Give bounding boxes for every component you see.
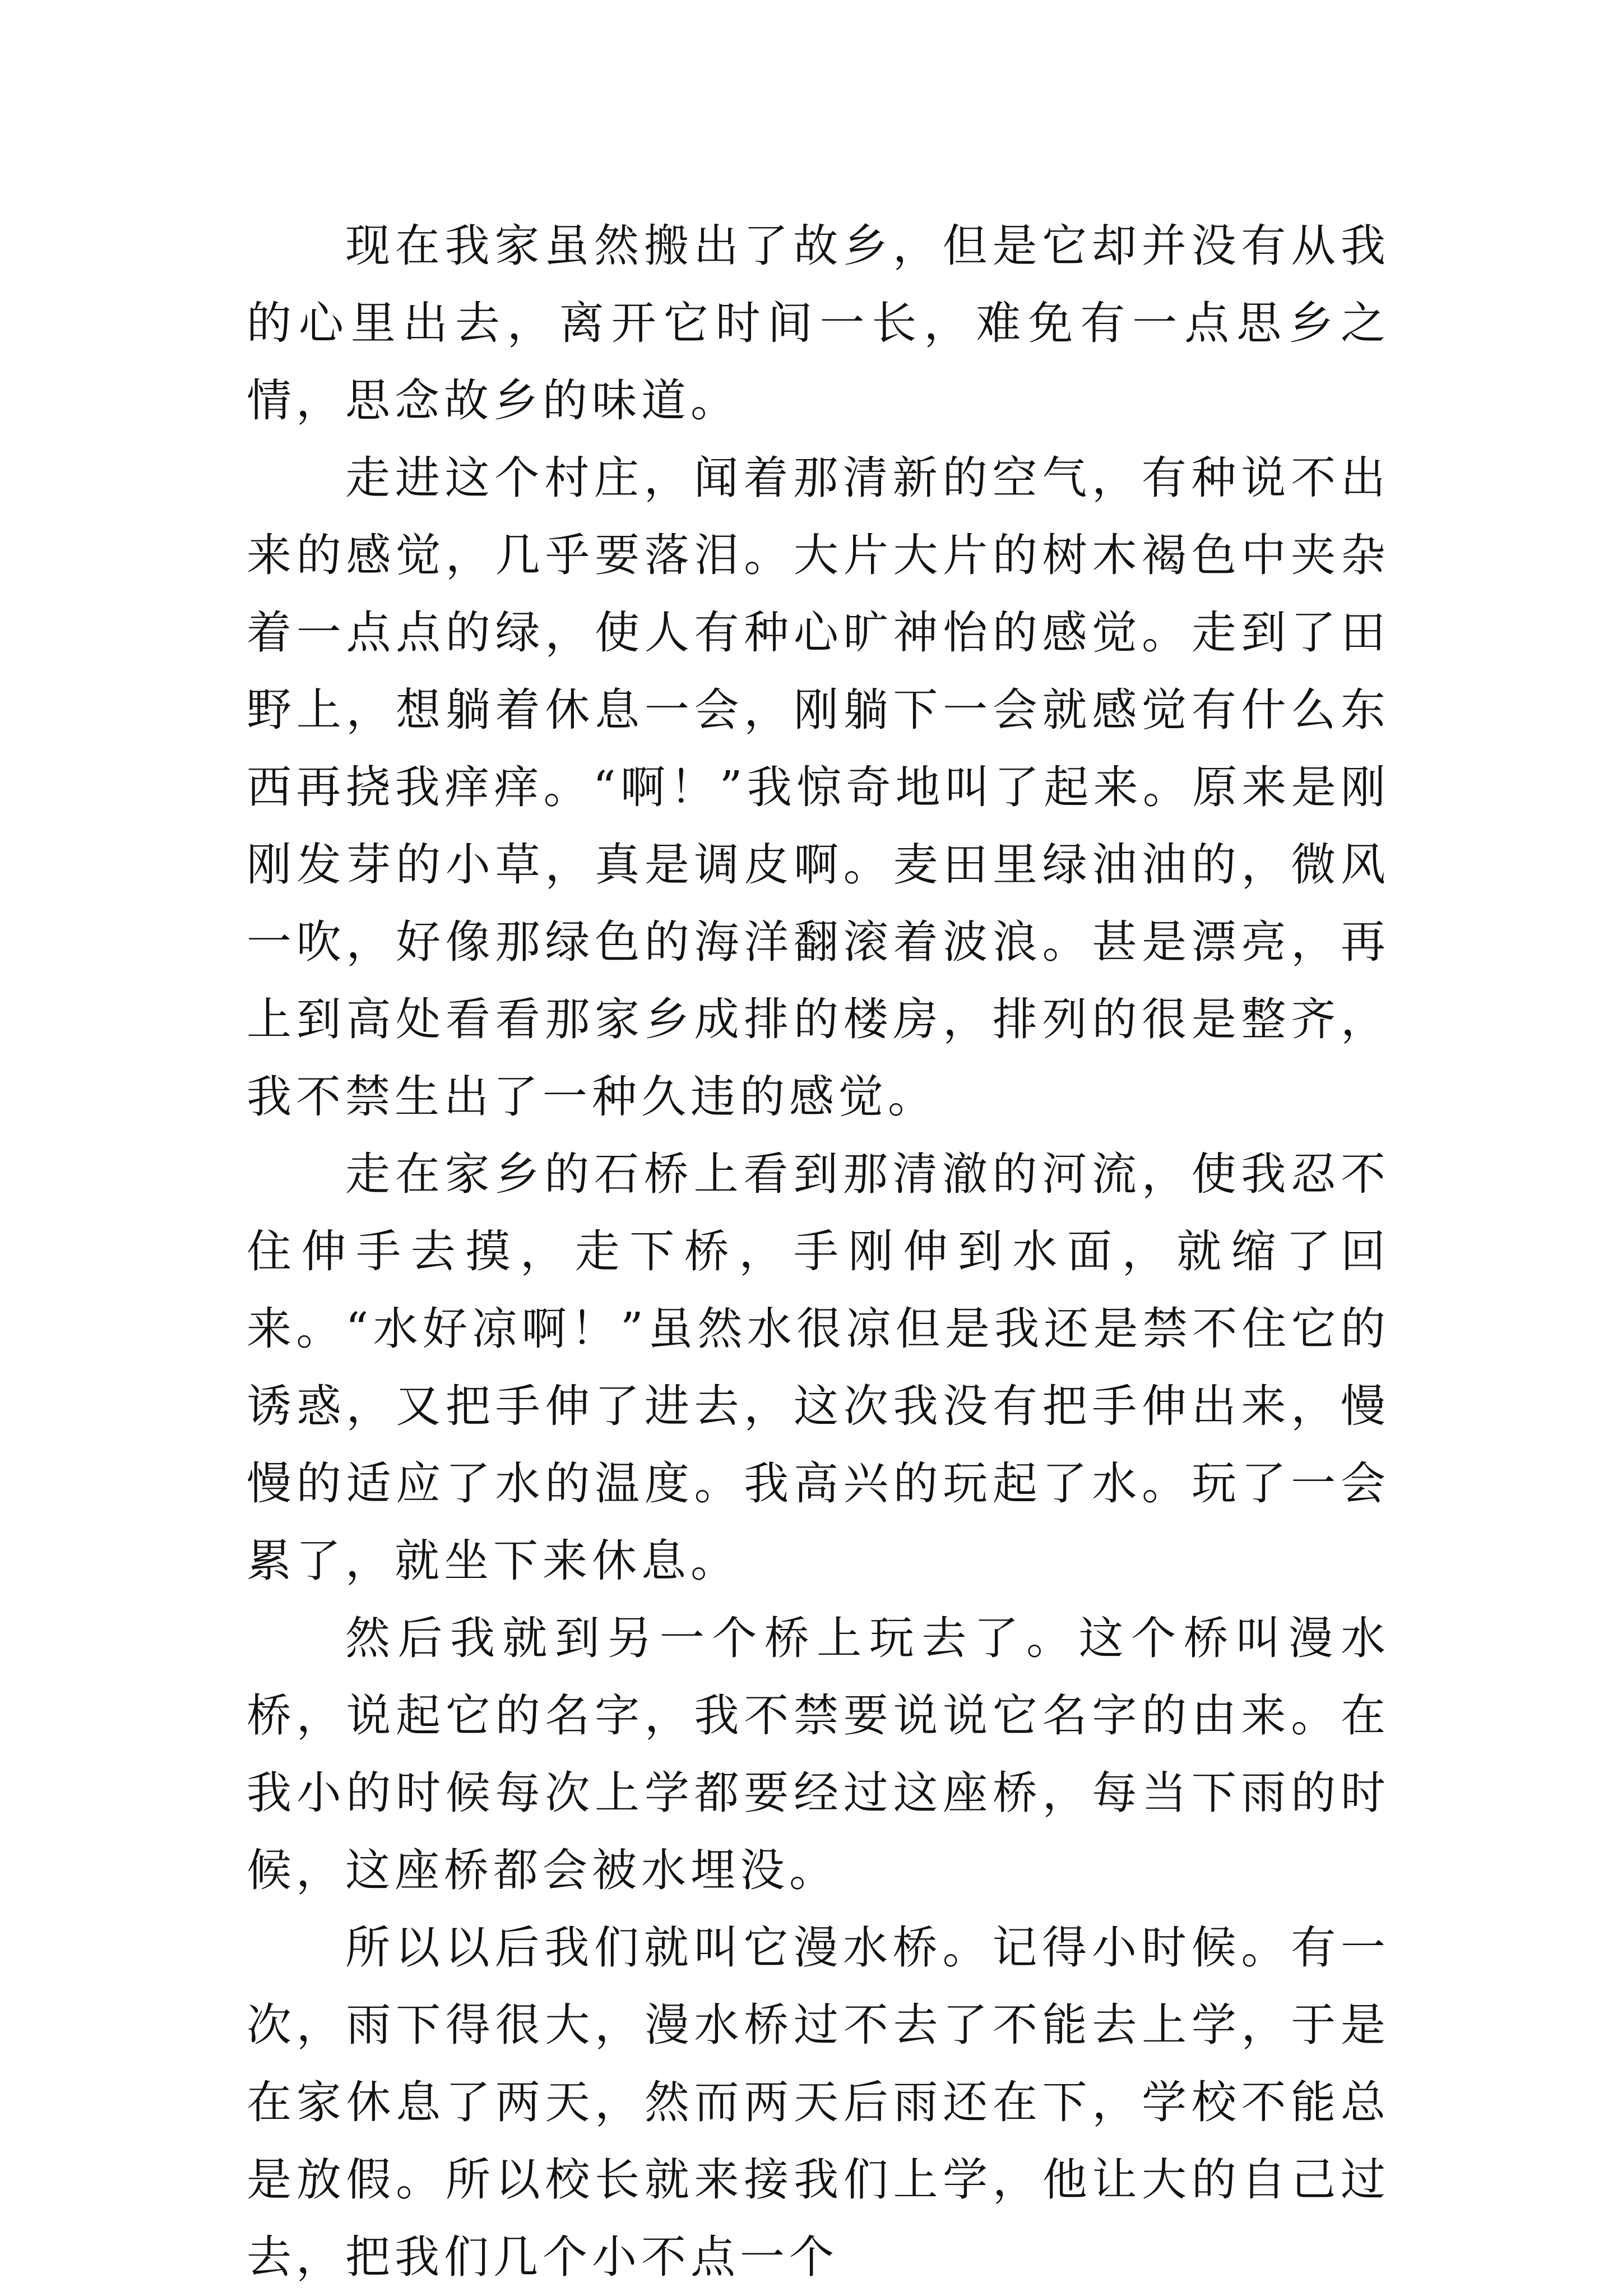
paragraph-3: 走在家乡的石桥上看到那清澈的河流，使我忍不住伸手去摸，走下桥，手刚伸到水面，就缩了回来。“水好凉啊！”虽然水很凉但是我还是禁不住它的诱惑，又把手伸了进去，这次我没有把手伸出来，慢慢的适应了水的温度。我高兴的玩起了水。玩了一会累了，就坐下来休息。: [247, 1148, 1390, 1587]
paragraph-2: 走进这个村庄，闻着那清新的空气，有种说不出来的感觉，几乎要落泪。大片大片的树木褐色中夹杂着一点点的绿，使人有种心旷神怡的感觉。走到了田野上，想躺着休息一会，刚躺下一会就感觉有什么东西再挠我痒痒。“啊！”我惊奇地叫了起来。原来是刚刚发芽的小草，真是调皮啊。麦田里绿油油的，微风一吹，好像那绿色的海洋翻滚着波浪。甚是漂亮，再上到高处看看那家乡成排的楼房，排列的很是整齐，我不禁生出了一种久违的感觉。: [247, 452, 1390, 1123]
paragraph-1: 现在我家虽然搬出了故乡，但是它却并没有从我的心里出去，离开它时间一长，难免有一点思乡之情，思念故乡的味道。: [247, 220, 1390, 427]
paragraph-4: 然后我就到另一个桥上玩去了。这个桥叫漫水桥，说起它的名字，我不禁要说说它名字的由来。在我小的时候每次上学都要经过这座桥，每当下雨的时候，这座桥都会被水埋没。: [247, 1612, 1390, 1896]
paragraph-5: 所以以后我们就叫它漫水桥。记得小时候。有一次，雨下得很大，漫水桥过不去了不能去上学，于是在家休息了两天，然而两天后雨还在下，学校不能总是放假。所以校长就来接我们上学，他让大的自己过去，把我们几个小不点一个: [247, 1922, 1390, 2283]
document-body: [247, 207, 1390, 2296]
